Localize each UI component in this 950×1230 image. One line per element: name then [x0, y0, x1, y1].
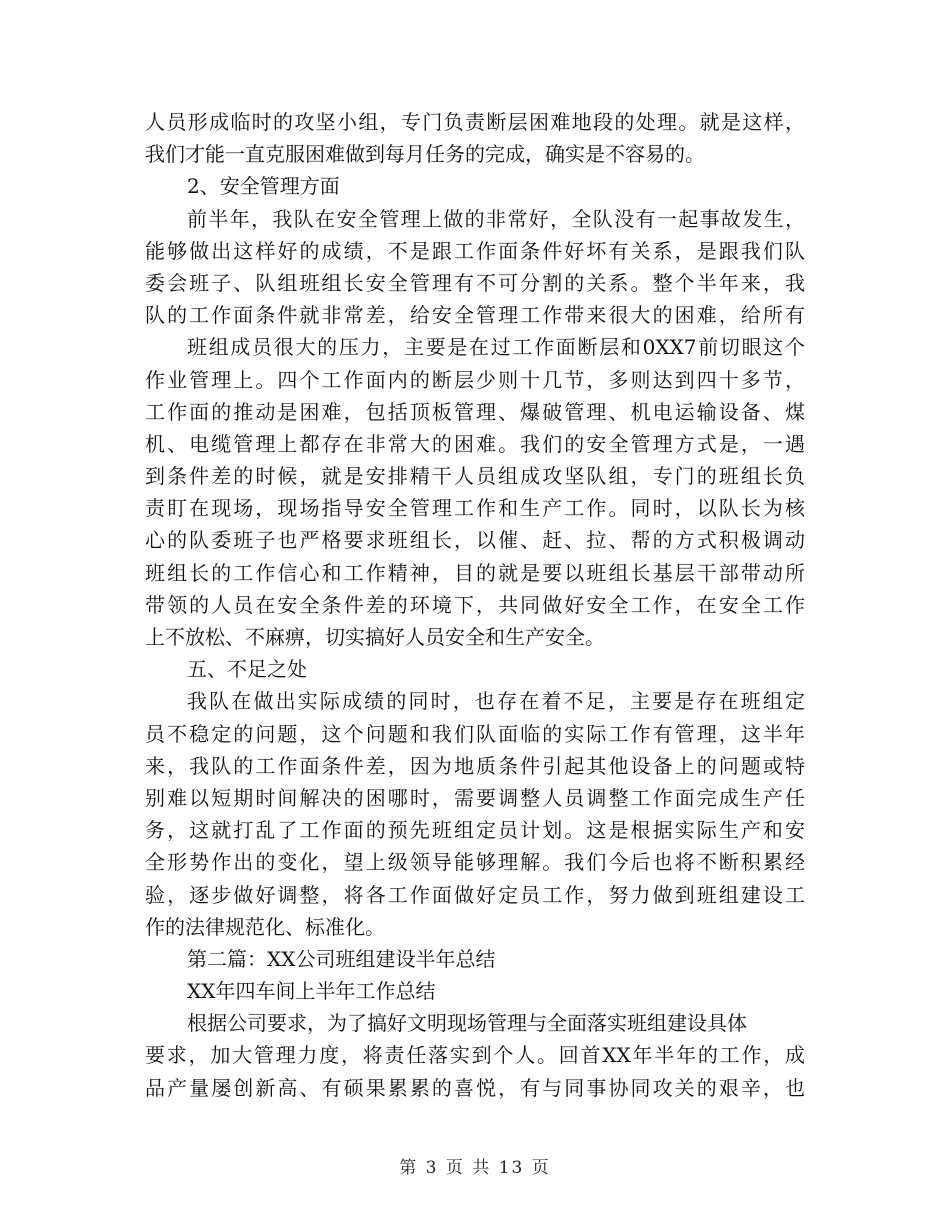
body-text-line: 班组成员很大的压力，主要是在过工作面断层和0XX7前切眼这个 [187, 335, 805, 360]
body-text-line: 到条件差的时候，就是安排精干人员组成攻坚队组，专门的班组长负 [145, 464, 805, 489]
body-text-line: 务，这就打乱了工作面的预先班组定员计划。这是根据实际生产和安 [145, 818, 805, 843]
body-text-line: 队的工作面条件就非常差，给安全管理工作带来很大的困难，给所有 [145, 303, 805, 328]
body-text-line: 作业管理上。四个工作面内的断层少则十几节，多则达到四十多节， [145, 367, 805, 392]
body-text-line: 全形势作出的变化，望上级领导能够理解。我们今后也将不断积累经 [145, 850, 805, 875]
body-text-line: 2、安全管理方面 [187, 174, 340, 199]
body-text-line: 根据公司要求，为了搞好文明现场管理与全面落实班组建设具体 [187, 1011, 747, 1036]
body-text-line: 来，我队的工作面条件差，因为地质条件引起其他设备上的问题或特 [145, 753, 805, 778]
body-text-line: 心的队委班子也严格要求班组长，以催、赶、拉、帮的方式积极调动 [145, 528, 805, 553]
document-body [145, 106, 805, 1104]
body-text-line: 五、不足之处 [187, 657, 307, 682]
body-text-line: 人员形成临时的攻坚小组，专门负责断层困难地段的处理。就是这样， [145, 110, 805, 134]
body-text-line: 班组长的工作信心和工作精神，目的就是要以班组长基层干部带动所 [145, 560, 805, 585]
body-text-line: 前半年，我队在安全管理上做的非常好，全队没有一起事故发生， [187, 206, 805, 231]
body-text-line: 能够做出这样好的成绩，不是跟工作面条件好坏有关系，是跟我们队 [145, 238, 805, 263]
page-footer: 第 3 页 共 13 页 [399, 1158, 551, 1178]
body-text-line: 要求，加大管理力度，将责任落实到个人。回首XX年半年的工作，成 [145, 1043, 805, 1068]
body-text-line: 别难以短期时间解决的困哪时，需要调整人员调整工作面完成生产任 [145, 785, 805, 810]
body-text-line: 第二篇：XX公司班组建设半年总结 [187, 946, 496, 971]
body-text-line: 委会班子、队组班组长安全管理有不可分割的关系。整个半年来，我 [145, 270, 805, 295]
body-text-line: 我队在做出实际成绩的同时，也存在着不足，主要是存在班组定 [187, 689, 805, 714]
body-text-line: 机、电缆管理上都存在非常大的困难。我们的安全管理方式是，一遇 [145, 431, 805, 456]
body-text-line: 品产量屡创新高、有硕果累累的喜悦，有与同事协同攻关的艰辛，也 [145, 1075, 805, 1100]
body-text-line: XX年四车间上半年工作总结 [187, 979, 436, 1004]
body-text-line: 我们才能一直克服困难做到每月任务的完成，确实是不容易的。 [145, 142, 705, 167]
body-text-line: 上不放松、不麻痹，切实搞好人员安全和生产安全。 [145, 625, 605, 649]
body-text-line: 带领的人员在安全条件差的环境下，共同做好安全工作，在安全工作 [145, 592, 805, 617]
body-text-line: 责盯在现场，现场指导安全管理工作和生产工作。同时，以队长为核 [145, 496, 805, 521]
body-text-line: 员不稳定的问题，这个问题和我们队面临的实际工作有管理，这半年 [145, 721, 805, 746]
body-text-line: 验，逐步做好调整，将各工作面做好定员工作，努力做到班组建设工 [145, 882, 805, 907]
body-text-line: 作的法律规范化、标准化。 [145, 914, 385, 939]
body-text-line: 工作面的推动是困难，包括顶板管理、爆破管理、机电运输设备、煤 [145, 399, 805, 424]
